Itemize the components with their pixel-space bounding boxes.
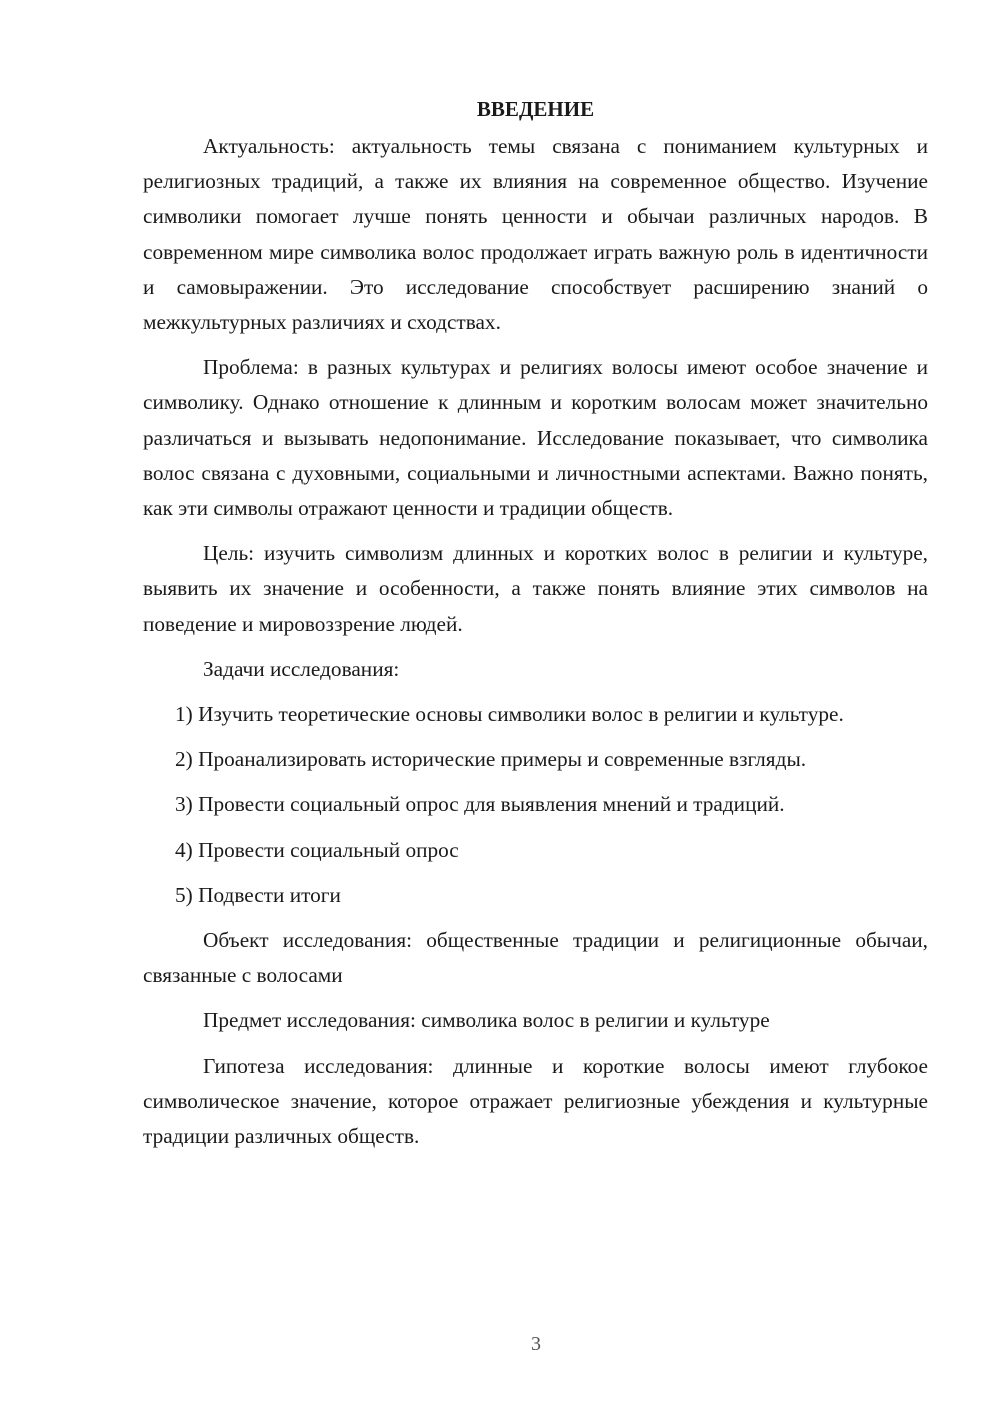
subject-paragraph: Предмет исследования: символика волос в религии и культуре [203, 1008, 770, 1033]
hypothesis-paragraph: Гипотеза исследования: длинные и короткие волосы имеют глубокое символическое значение, которое отражает религиозные убеждения и культурные традиции различных обществ. [143, 1053, 928, 1149]
task-item-5: 5) Подвести итоги [175, 882, 341, 907]
problem-paragraph: Проблема: в разных культурах и религиях волосы имеют особое значение и символику. Однако отношение к длинным и коротким волосам может значительно различаться и вызывать недопонимание. Исследование показывает, что символика волос связана с духовными, социальными и личностными аспектами. Важно понять, как эти символы отражают ценности и традиции обществ. [143, 355, 928, 521]
page-title: ВВЕДЕНИЕ [476, 97, 595, 121]
page-number: 3 [531, 1333, 541, 1355]
task-item-2: 2) Проанализировать исторические примеры и современные взгляды. [175, 747, 807, 772]
document-page [143, 92, 928, 1164]
task-item-1: 1) Изучить теоретические основы символики волос в религии и культуре. [175, 702, 844, 727]
object-paragraph: Объект исследования: общественные традиции и религиционные обычаи, связанные с волосами [143, 928, 928, 988]
task-item-3: 3) Провести социальный опрос для выявления мнений и традиций. [175, 792, 785, 817]
task-item-4: 4) Провести социальный опрос [175, 837, 459, 862]
relevance-paragraph: Актуальность: актуальность темы связана с пониманием культурных и религиозных традиций, а также их влияния на современное общество. Изучение символики помогает лучше понять ценности и обычаи различных народов. В современном мире символика волос продолжает играть важную роль в идентичности и самовыражении. Это исследование способствует расширению знаний о межкультурных различиях и сходствах. [143, 134, 928, 335]
tasks-heading: Задачи исследования: [203, 656, 400, 681]
goal-paragraph: Цель: изучить символизм длинных и коротких волос в религии и культуре, выявить их значение и особенности, а также понять влияние этих символов на поведение и мировоззрение людей. [143, 541, 928, 636]
